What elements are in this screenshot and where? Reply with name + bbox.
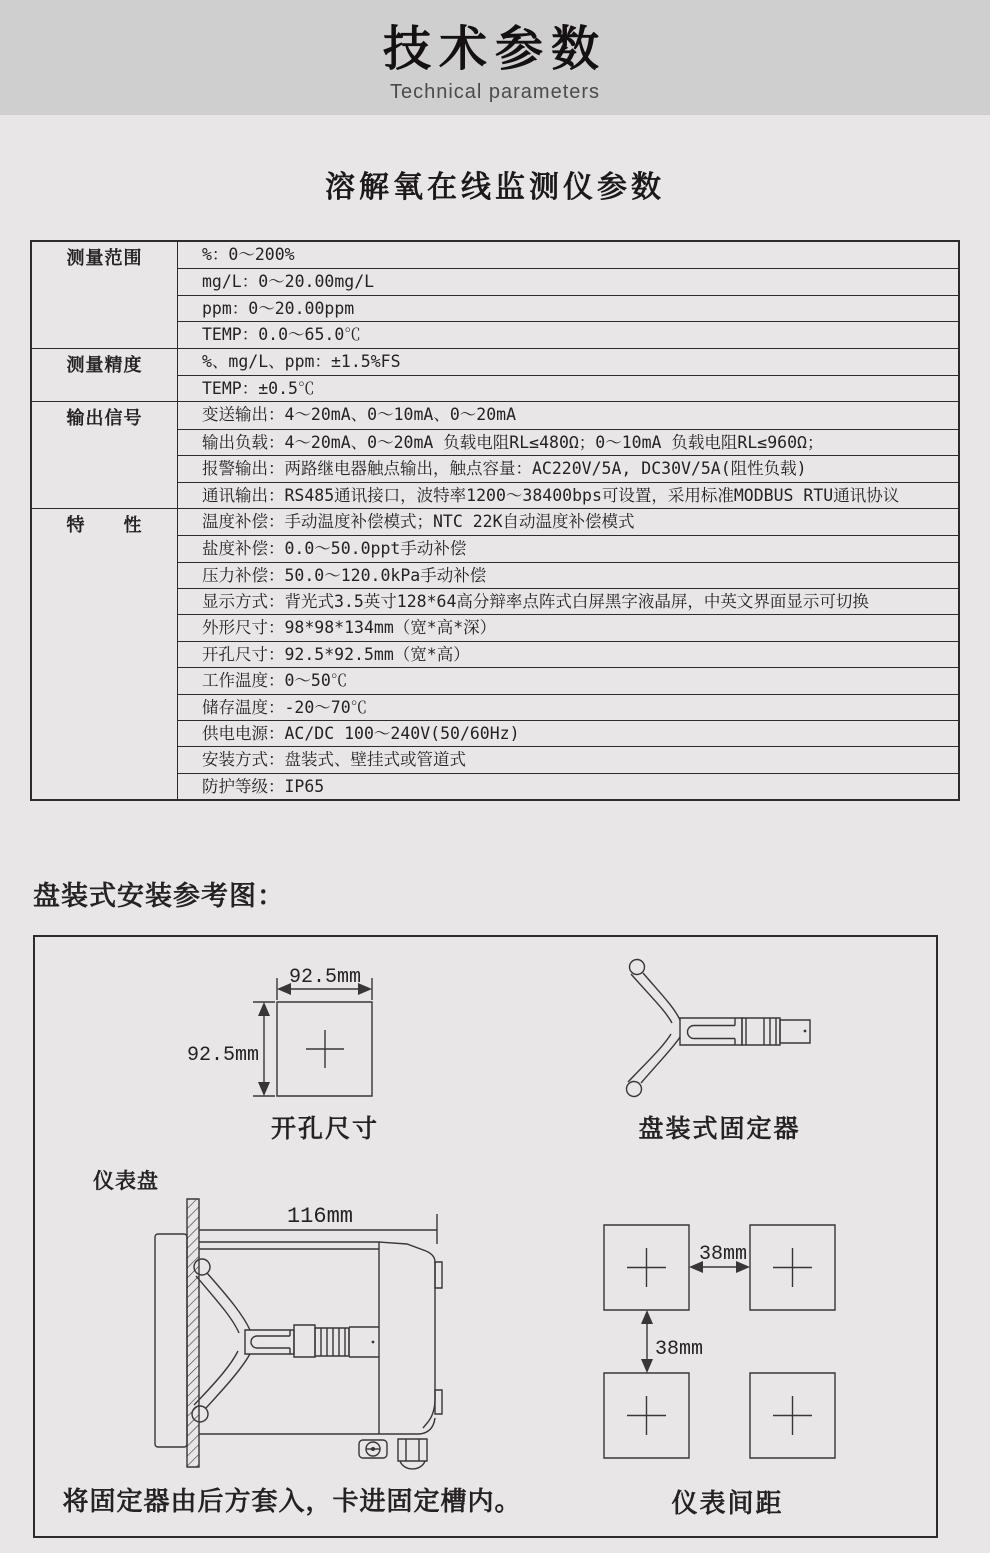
- hole-size-caption: 开孔尺寸: [270, 1115, 379, 1143]
- panel-fixture-figure: [615, 947, 865, 1107]
- spec-row: 安装方式：盘装式、壁挂式或管道式: [178, 746, 958, 772]
- spec-group-rows: [178, 242, 958, 348]
- page-subtitle: Technical parameters: [389, 81, 601, 103]
- spec-row: 外形尺寸：98*98*134mm（宽*高*深）: [178, 614, 958, 640]
- spec-row: 通讯输出：RS485通讯接口，波特率1200～38400bps可设置，采用标准MODBUS RTU通讯协议: [178, 482, 958, 508]
- spec-group-label: 测量精度: [32, 349, 178, 402]
- spacing-horizontal-dim: 38mm: [698, 1243, 748, 1266]
- spacing-vertical-dim: 38mm: [655, 1338, 704, 1361]
- spec-row: 报警输出：两路继电器触点输出，触点容量：AC220V/5A, DC30V/5A(阻性负载): [178, 455, 958, 481]
- spec-row: %、mg/L、ppm：±1.5%FS: [202, 351, 401, 371]
- spacing-figure: [575, 1207, 905, 1527]
- side-view-caption: 将固定器由后方套入，卡进固定槽内。: [62, 1486, 522, 1516]
- parameters-heading: 溶解氧在线监测仪参数: [325, 171, 665, 204]
- mounting-diagram: [33, 935, 938, 1538]
- spec-row: 输出负载：4～20mA、0～20mA 负载电阻RL≤480Ω；0～10mA 负载电阻RL≤960Ω；: [178, 429, 958, 455]
- hole-size-figure: [165, 952, 395, 1122]
- spec-row: 储存温度：-20～70℃: [178, 694, 958, 720]
- spec-group-rows: [178, 349, 958, 402]
- fixture-handle: [627, 960, 811, 1097]
- spec-row: 供电电源：AC/DC 100～240V(50/60Hz): [178, 720, 958, 746]
- spec-row: mg/L：0～20.00mg/L: [178, 268, 958, 294]
- spec-row: 盐度补偿：0.0～50.0ppt手动补偿: [178, 535, 958, 561]
- spec-row: 显示方式：背光式3.5英寸128*64高分辩率点阵式白屏黑字液晶屏，中英文界面显示可切换: [178, 588, 958, 614]
- spec-group-range: [32, 242, 958, 348]
- spacing-caption: 仪表间距: [671, 1488, 784, 1518]
- spec-row: 工作温度：0～50℃: [178, 667, 958, 693]
- spec-row: %：0～200%: [202, 245, 295, 264]
- panel-label: 仪表盘: [93, 1170, 159, 1193]
- header-band: [0, 0, 990, 115]
- spec-group-rows: [178, 402, 958, 508]
- spec-row: 压力补偿：50.0～120.0kPa手动补偿: [178, 562, 958, 588]
- page-title: 技术参数: [382, 23, 607, 76]
- spec-group-accuracy: [32, 348, 958, 402]
- fixture-caption: 盘装式固定器: [638, 1115, 801, 1143]
- hole-height-dim: 92.5mm: [186, 1044, 259, 1067]
- spec-group-label: 输出信号: [32, 402, 178, 508]
- spec-row: 温度补偿：手动温度补偿模式；NTC 22K自动温度补偿模式: [202, 511, 635, 531]
- spec-group-rows: [178, 509, 958, 799]
- spec-row: TEMP：0.0～65.0℃: [178, 321, 958, 347]
- spec-row: TEMP：±0.5℃: [178, 375, 958, 401]
- spec-row: ppm：0～20.00ppm: [178, 295, 958, 321]
- spec-group-label: 特 性: [32, 509, 178, 799]
- spec-table: [30, 240, 960, 801]
- panel-depth-dim: 116mm: [286, 1204, 354, 1229]
- spec-group-label: 测量范围: [32, 242, 178, 348]
- cable-gland: [359, 1439, 427, 1469]
- spec-group-features: [32, 508, 958, 799]
- fixture-handle-side: [192, 1259, 379, 1422]
- spec-group-output: [32, 401, 958, 508]
- spec-row: 变送输出：4～20mA、0～10mA、0～20mA: [202, 405, 517, 425]
- hole-width-dim: 92.5mm: [288, 966, 362, 989]
- panel-side-view-figure: [85, 1152, 455, 1482]
- mounting-heading: 盘装式安装参考图：: [33, 881, 285, 911]
- panel-hatch: [187, 1199, 199, 1467]
- spec-row: 开孔尺寸：92.5*92.5mm（宽*高）: [178, 641, 958, 667]
- spec-row: 防护等级：IP65: [178, 773, 958, 799]
